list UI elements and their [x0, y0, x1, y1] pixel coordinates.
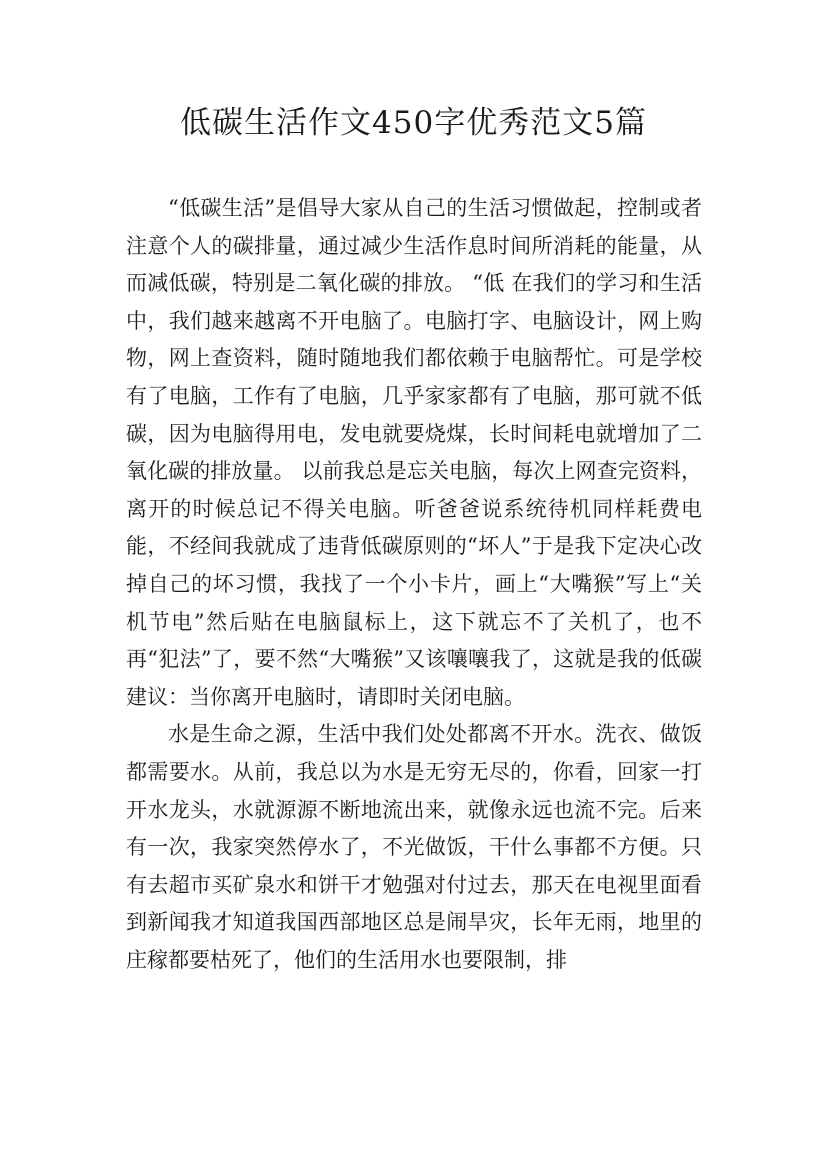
paragraph-1: “低碳生活”是倡导大家从自己的生活习惯做起，控制或者注意个人的碳排量，通过减少生活作息时间所消耗的能量，从而减低碳，特别是二氧化碳的排放。 “低 在我们的学习和生活中，我们越来越离不开电脑了。电脑打字、电脑设计，网上购物，网上查资料，随时随地我们都依赖于电脑帮忙。可是学校有了电脑，工作有了电脑，几乎家家都有了电脑，那可就不低碳，因为电脑得用电，发电就要烧煤，长时间耗电就增加了二氧化碳的排放量。 以前我总是忘关电脑，每次上网查完资料，离开的时候总记不得关电脑。听爸爸说系统待机同样耗费电能，不经间我就成了违背低碳原则的“坏人”于是我下定决心改掉自己的坏习惯，我找了一个小卡片，画上“大嘴猴”写上“关机节电”然后贴在电脑鼠标上，这下就忘不了关机了，也不再“犯法”了，要不然“大嘴猴”又该嚷嚷我了，这就是我的低碳建议：当你离开电脑时，请即时关闭电脑。: [126, 196, 702, 709]
document-title: 低碳生活作文450字优秀范文5篇: [180, 105, 647, 141]
paragraph-2: 水是生命之源，生活中我们处处都离不开水。洗衣、做饭都需要水。从前，我总以为水是无穷无尽的，你看，回家一打开水龙头，水就源源不断地流出来，就像永远也流不完。后来有一次，我家突然停水了，不光做饭，干什么事都不方便。只有去超市买矿泉水和饼干才勉强对付过去，那天在电视里面看到新闻我才知道我国西部地区总是闹旱灾，长年无雨，地里的庄稼都要枯死了，他们的生活用水也要限制，排: [126, 722, 702, 972]
document-body: [126, 190, 702, 979]
